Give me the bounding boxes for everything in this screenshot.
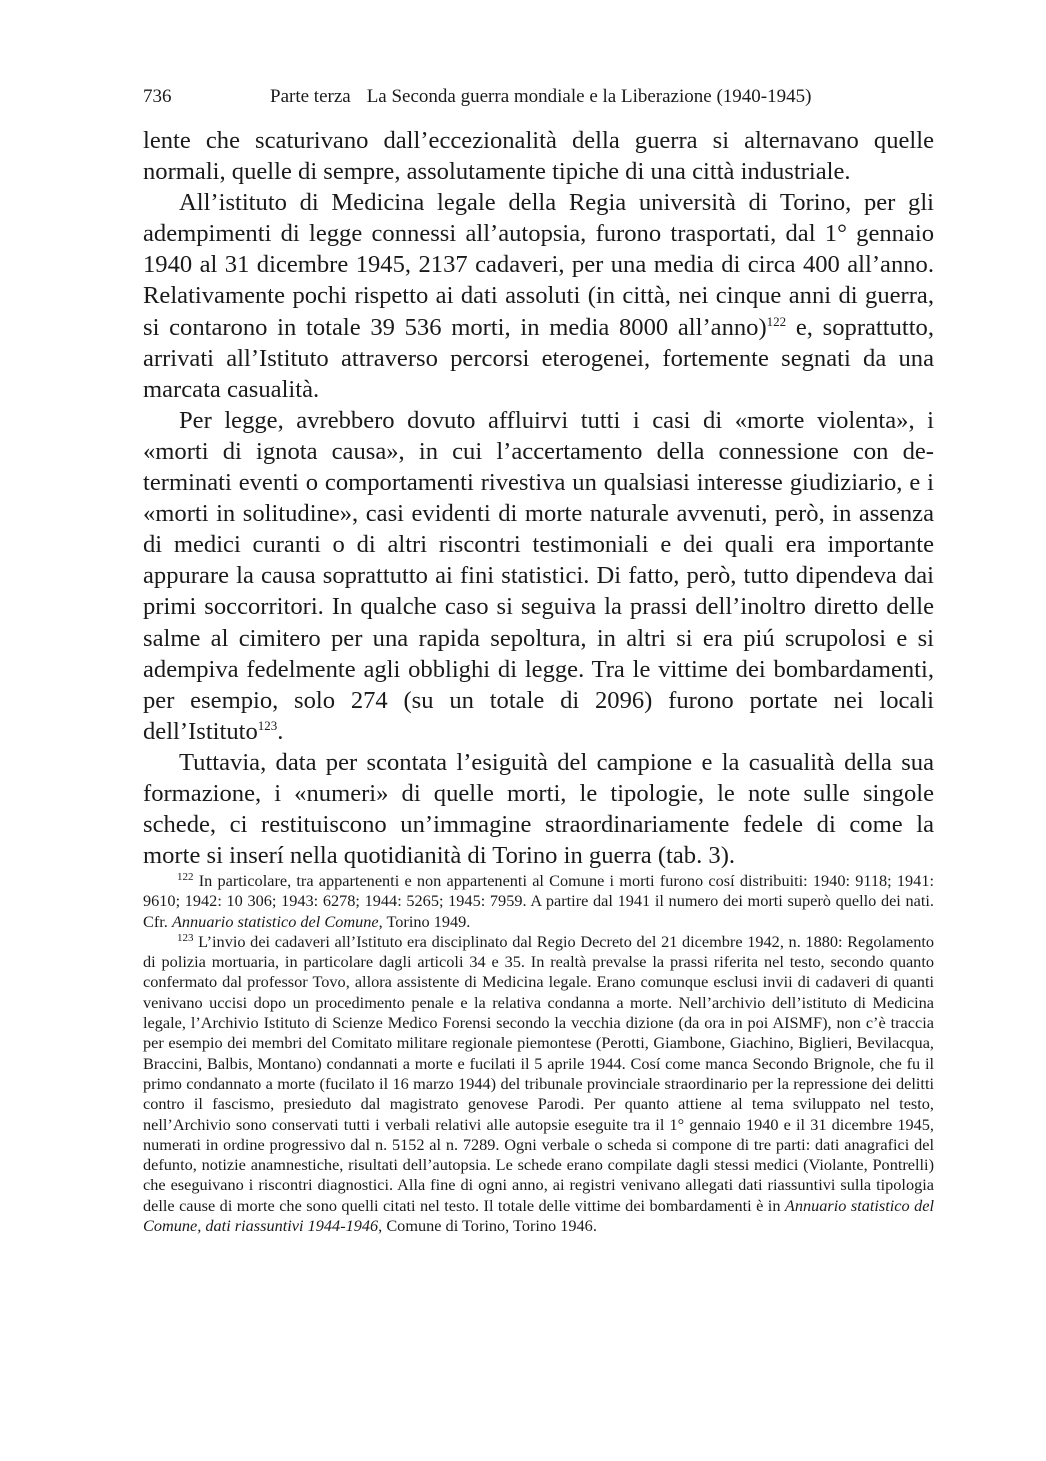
- paragraph-1-text: lente che scaturivano dall’eccezionalità della guerra si alternavano quelle normali, quelle di sempre, assolutamente tipiche di una città industriale.: [143, 127, 934, 186]
- running-title: [270, 86, 811, 108]
- footnote-number-122: 122: [177, 871, 194, 883]
- paragraph-2-text-a: All’istituto di Medicina legale della Regia università di Torino, per gli adempimenti di legge connessi all’autopsia, furono trasportati, dal 1° gennaio 1940 al 31 dicembre 1945, 2137 cadaveri, per una media di circa 400 all’anno. Relativamente pochi rispetto ai dati assoluti (in città, nei cinque anni di guerra, si contarono in totale 39 536 morti, in media 8000 all’anno): [143, 189, 934, 341]
- chapter-title: La Seconda guerra mondiale e la Liberazione (1940-1945): [366, 86, 812, 107]
- main-text: [143, 125, 934, 871]
- paragraph-1: [143, 125, 934, 187]
- footnote-122-text-a: In particolare, tra appartenenti e non appartenenti al Comune i morti furono cosí distribuiti: 1940: 9118; 1941: 9610; 1942: 10 306; 1943: 6278; 1944: 5265; 1945: 7959. A partire dal 1941 il numero dei morti superò quello dei nati. Cfr.: [143, 871, 934, 931]
- footnotes: [143, 871, 934, 1236]
- paragraph-2: [143, 187, 934, 405]
- footnote-123-text-b: , Comune di Torino, Torino 1946.: [378, 1216, 597, 1236]
- footnote-123-italic: Annuario statistico del Comune, dati riassuntivi 1944-1946: [143, 1195, 934, 1236]
- paragraph-4-text: Tuttavia, data per scontata l’esiguità del campione e la casualità della sua formazione, i «numeri» di quelle morti, le tipologie, le note sulle singole schede, ci restituiscono un’immagine straordinariamente fedele di come la morte si inserí nella quotidianità di Torino in guerra (tab. 3).: [143, 748, 934, 870]
- footnote-ref-122[interactable]: 122: [766, 313, 787, 329]
- paragraph-3-text-b: .: [277, 717, 284, 745]
- footnote-122: [143, 871, 934, 932]
- footnote-122-italic: Annuario statistico del Comune: [171, 911, 379, 931]
- footnote-123: [143, 932, 934, 1236]
- paragraph-3-text-a: Per legge, avrebbero dovuto affluirvi tutti i casi di «morte violenta», i «morti di ignota causa», in cui l’accertamento della connessione con determinati eventi o comportamenti rivestiva un qualsiasi interesse giudiziario, e i «morti in solitudine», casi evidenti di morte naturale avvenuti, però, in assenza di medici curanti o di altri riscontri testimoniali e dei quali era importante appurare la causa soprattutto ai fini statistici. Di fatto, però, tutto dipendeva dai primi soccorritori. In qualche caso si seguiva la prassi dell’inoltro diretto delle salme al cimitero per una rapida sepoltura, in altri si era piú scrupolosi e si adempiva fedelmente agli obblighi di legge. Tra le vittime dei bombardamenti, per esempio, solo 274 (su un totale di 2096) furono portate nei locali dell’Istituto: [143, 406, 934, 745]
- paragraph-2-text-b: e, soprattutto, arrivati all’Istituto attraverso percorsi eterogenei, fortemente segnati da una marcata casualità.: [143, 313, 934, 403]
- paragraph-3: [143, 405, 934, 747]
- footnote-123-text-a: L’invio dei cadaveri all’Istituto era disciplinato dal Regio Decreto del 21 dicembre 1942, n. 1880: Regolamento di polizia mortuaria, in particolare dagli articoli 34 e 35. In realtà prevalse la prassi riferita nel testo, secondo quanto confermato dal professor Tovo, allora assistente di Medicina legale. Erano comunque esclusi invii di cadaveri di quanti venivano uccisi dopo un procedimento penale e la relativa condanna a morte. Nell’archivio dell’istituto di Medicina legale, l’Archivio Istituto di Scienze Medico Forensi secondo la vecchia dizione (da ora in poi AISMF), non c’è traccia per esempio dei membri del Comitato militare regionale piemontese (Perotti, Giambone, Giachino, Biglieri, Bevilacqua, Braccini, Balbis, Montano) condannati a morte e fucilati il 5 aprile 1944. Cosí come manca Secondo Brignole, che fu il primo condannato a morte (fucilato il 16 marzo 1944) del tribunale provinciale straordinario per la repressione dei delitti contro il fascismo, presieduto dal magistrato genovese Parodi. Per quanto attiene al tema sviluppato nel testo, nell’Archivio sono conservati tutti i verbali relativi alle autopsie eseguite tra il 1° gennaio 1940 e il 31 dicembre 1945, numerati in ordine progressivo dal n. 5152 al n. 7289. Ogni verbale o scheda si compone di tre parti: dati anagrafici del defunto, notizie anamnestiche, risultati dell’autopsia. Le schede erano compilate dagli stessi medici (Violante, Pontrelli) che eseguivano i riscontri diagnostici. Alla fine di ogni anno, ai registri venivano allegati dati riassuntivi sulla tipologia delle cause di morte che sono quelli citati nel testo. Il totale delle vittime dei bombardamenti è in: [143, 931, 934, 1215]
- paragraph-4: [143, 747, 934, 871]
- footnote-122-text-b: , Torino 1949.: [378, 911, 471, 931]
- running-header: [143, 86, 933, 114]
- footnote-number-123: 123: [177, 931, 194, 944]
- footnote-ref-123[interactable]: 123: [257, 717, 278, 733]
- part-label: Parte terza: [270, 86, 351, 107]
- page-number: 736: [143, 86, 172, 107]
